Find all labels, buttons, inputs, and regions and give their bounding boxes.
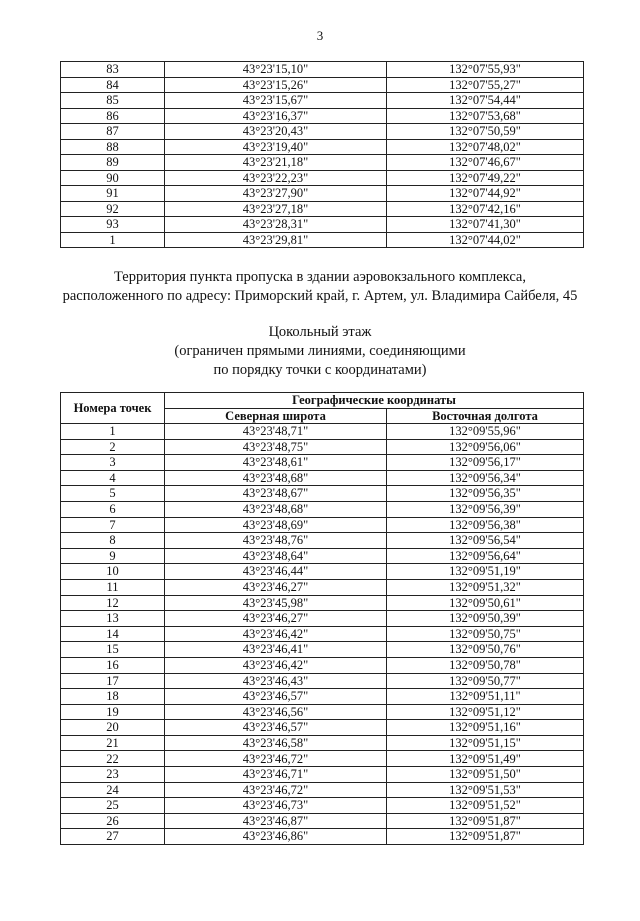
point-number: 93 [61, 217, 165, 233]
point-number: 4 [61, 470, 165, 486]
east-longitude: 132°09'50,39" [387, 611, 584, 627]
east-longitude: 132°07'55,27" [387, 77, 584, 93]
point-number: 85 [61, 93, 165, 109]
north-latitude: 43°23'19,40" [165, 139, 387, 155]
table-row [61, 735, 584, 751]
north-latitude: 43°23'15,67" [165, 93, 387, 109]
table-row [61, 439, 584, 455]
north-latitude: 43°23'46,58" [165, 735, 387, 751]
north-latitude: 43°23'46,57" [165, 720, 387, 736]
point-number: 83 [61, 62, 165, 78]
table-row [61, 626, 584, 642]
point-number: 7 [61, 517, 165, 533]
table-row [61, 470, 584, 486]
page-number: 3 [316, 28, 324, 43]
table-row [61, 424, 584, 440]
north-latitude: 43°23'20,43" [165, 124, 387, 140]
east-longitude: 132°07'49,22" [387, 170, 584, 186]
north-latitude: 43°23'16,37" [165, 108, 387, 124]
north-latitude: 43°23'21,18" [165, 155, 387, 171]
point-number: 11 [61, 579, 165, 595]
point-number: 26 [61, 813, 165, 829]
point-number: 5 [61, 486, 165, 502]
point-number: 21 [61, 735, 165, 751]
point-number: 1 [61, 232, 165, 248]
table-row [61, 62, 584, 78]
east-longitude: 132°09'55,96" [387, 424, 584, 440]
table-row [61, 124, 584, 140]
point-number: 22 [61, 751, 165, 767]
table-row [61, 657, 584, 673]
point-number: 88 [61, 139, 165, 155]
table-row [61, 93, 584, 109]
table-row [61, 155, 584, 171]
east-longitude: 132°07'44,92" [387, 186, 584, 202]
coordinates-table-body [61, 62, 584, 248]
point-number: 92 [61, 201, 165, 217]
north-latitude: 43°23'15,26" [165, 77, 387, 93]
table-header [61, 393, 584, 424]
east-longitude: 132°07'54,44" [387, 93, 584, 109]
point-number: 2 [61, 439, 165, 455]
table-row [61, 829, 584, 845]
east-longitude: 132°07'48,02" [387, 139, 584, 155]
north-latitude: 43°23'46,72" [165, 782, 387, 798]
east-longitude: 132°07'42,16" [387, 201, 584, 217]
floor-heading [0, 323, 640, 380]
point-number: 84 [61, 77, 165, 93]
east-longitude: 132°09'56,35" [387, 486, 584, 502]
east-longitude: 132°09'51,53" [387, 782, 584, 798]
north-latitude: 43°23'27,90" [165, 186, 387, 202]
east-longitude: 132°07'46,67" [387, 155, 584, 171]
table-row [61, 139, 584, 155]
north-latitude: 43°23'46,41" [165, 642, 387, 658]
east-longitude: 132°09'51,87" [387, 829, 584, 845]
point-number: 14 [61, 626, 165, 642]
east-longitude: 132°07'44,02" [387, 232, 584, 248]
east-longitude: 132°09'50,76" [387, 642, 584, 658]
north-latitude: 43°23'46,57" [165, 689, 387, 705]
point-number: 13 [61, 611, 165, 627]
east-longitude: 132°09'56,64" [387, 548, 584, 564]
table-row [61, 201, 584, 217]
point-number: 91 [61, 186, 165, 202]
north-latitude: 43°23'48,67" [165, 486, 387, 502]
north-latitude: 43°23'46,72" [165, 751, 387, 767]
east-longitude: 132°09'51,50" [387, 767, 584, 783]
table-row [61, 232, 584, 248]
point-number: 3 [61, 455, 165, 471]
east-longitude: 132°09'50,61" [387, 595, 584, 611]
north-latitude: 43°23'45,98" [165, 595, 387, 611]
north-latitude: 43°23'46,56" [165, 704, 387, 720]
floor-heading-line2: (ограничен прямыми линиями, соединяющими [174, 343, 466, 359]
east-longitude: 132°09'56,54" [387, 533, 584, 549]
table-row [61, 595, 584, 611]
point-number: 87 [61, 124, 165, 140]
territory-heading [0, 268, 640, 306]
north-latitude: 43°23'48,61" [165, 455, 387, 471]
table-row [61, 813, 584, 829]
north-latitude: 43°23'46,27" [165, 611, 387, 627]
north-latitude: 43°23'46,87" [165, 813, 387, 829]
table-row [61, 186, 584, 202]
north-latitude: 43°23'48,76" [165, 533, 387, 549]
east-longitude: 132°09'51,32" [387, 579, 584, 595]
north-latitude: 43°23'15,10" [165, 62, 387, 78]
east-longitude: 132°09'50,75" [387, 626, 584, 642]
table-row [61, 782, 584, 798]
east-longitude: 132°07'50,59" [387, 124, 584, 140]
point-number: 1 [61, 424, 165, 440]
north-latitude: 43°23'46,71" [165, 767, 387, 783]
north-latitude: 43°23'46,42" [165, 626, 387, 642]
table-row [61, 217, 584, 233]
north-latitude: 43°23'48,69" [165, 517, 387, 533]
basement-coordinates-table [60, 392, 584, 845]
east-longitude: 132°09'56,39" [387, 501, 584, 517]
east-longitude: 132°09'51,12" [387, 704, 584, 720]
point-number: 16 [61, 657, 165, 673]
point-number: 89 [61, 155, 165, 171]
table-row [61, 548, 584, 564]
table-row [61, 642, 584, 658]
north-latitude: 43°23'46,44" [165, 564, 387, 580]
table-row [61, 751, 584, 767]
table-row [61, 77, 584, 93]
territory-heading-line2: расположенного по адресу: Приморский край, г. Артем, ул. Владимира Сайбеля, 45 [62, 288, 578, 304]
header-points: Номера точек [61, 393, 165, 424]
east-longitude: 132°09'51,52" [387, 798, 584, 814]
east-longitude: 132°09'51,49" [387, 751, 584, 767]
east-longitude: 132°09'51,11" [387, 689, 584, 705]
north-latitude: 43°23'46,42" [165, 657, 387, 673]
floor-heading-line3: по порядку точки с координатами) [213, 362, 427, 378]
point-number: 86 [61, 108, 165, 124]
table-row [61, 720, 584, 736]
east-longitude: 132°09'56,38" [387, 517, 584, 533]
point-number: 18 [61, 689, 165, 705]
east-longitude: 132°07'53,68" [387, 108, 584, 124]
north-latitude: 43°23'28,31" [165, 217, 387, 233]
coordinates-table-continued [60, 61, 584, 248]
north-latitude: 43°23'46,73" [165, 798, 387, 814]
table-row [61, 501, 584, 517]
east-longitude: 132°09'51,16" [387, 720, 584, 736]
point-number: 90 [61, 170, 165, 186]
table-row [61, 611, 584, 627]
table-row [61, 517, 584, 533]
north-latitude: 43°23'27,18" [165, 201, 387, 217]
east-longitude: 132°09'50,78" [387, 657, 584, 673]
north-latitude: 43°23'48,75" [165, 439, 387, 455]
table-row [61, 798, 584, 814]
table-row [61, 673, 584, 689]
basement-table-body [61, 424, 584, 845]
north-latitude: 43°23'46,43" [165, 673, 387, 689]
east-longitude: 132°09'50,77" [387, 673, 584, 689]
point-number: 20 [61, 720, 165, 736]
point-number: 25 [61, 798, 165, 814]
point-number: 10 [61, 564, 165, 580]
table-row [61, 689, 584, 705]
point-number: 15 [61, 642, 165, 658]
table-row [61, 579, 584, 595]
territory-heading-line1: Территория пункта пропуска в здании аэровокзального комплекса, [113, 269, 526, 285]
header-geo-coordinates: Географические координаты [165, 393, 584, 409]
east-longitude: 132°07'41,30" [387, 217, 584, 233]
table-row [61, 704, 584, 720]
table-row [61, 486, 584, 502]
table-row [61, 170, 584, 186]
table-row [61, 767, 584, 783]
point-number: 9 [61, 548, 165, 564]
header-north-latitude: Северная широта [165, 408, 387, 424]
east-longitude: 132°09'56,34" [387, 470, 584, 486]
north-latitude: 43°23'46,86" [165, 829, 387, 845]
point-number: 12 [61, 595, 165, 611]
point-number: 27 [61, 829, 165, 845]
point-number: 8 [61, 533, 165, 549]
east-longitude: 132°09'56,17" [387, 455, 584, 471]
east-longitude: 132°07'55,93" [387, 62, 584, 78]
east-longitude: 132°09'51,15" [387, 735, 584, 751]
east-longitude: 132°09'51,87" [387, 813, 584, 829]
north-latitude: 43°23'48,64" [165, 548, 387, 564]
north-latitude: 43°23'46,27" [165, 579, 387, 595]
table-row [61, 108, 584, 124]
table-row [61, 533, 584, 549]
point-number: 24 [61, 782, 165, 798]
north-latitude: 43°23'48,68" [165, 501, 387, 517]
table-row [61, 455, 584, 471]
north-latitude: 43°23'22,23" [165, 170, 387, 186]
point-number: 6 [61, 501, 165, 517]
point-number: 23 [61, 767, 165, 783]
header-east-longitude: Восточная долгота [387, 408, 584, 424]
north-latitude: 43°23'48,68" [165, 470, 387, 486]
point-number: 17 [61, 673, 165, 689]
north-latitude: 43°23'48,71" [165, 424, 387, 440]
table-row [61, 564, 584, 580]
east-longitude: 132°09'51,19" [387, 564, 584, 580]
east-longitude: 132°09'56,06" [387, 439, 584, 455]
floor-heading-line1: Цокольный этаж [268, 324, 372, 340]
point-number: 19 [61, 704, 165, 720]
north-latitude: 43°23'29,81" [165, 232, 387, 248]
